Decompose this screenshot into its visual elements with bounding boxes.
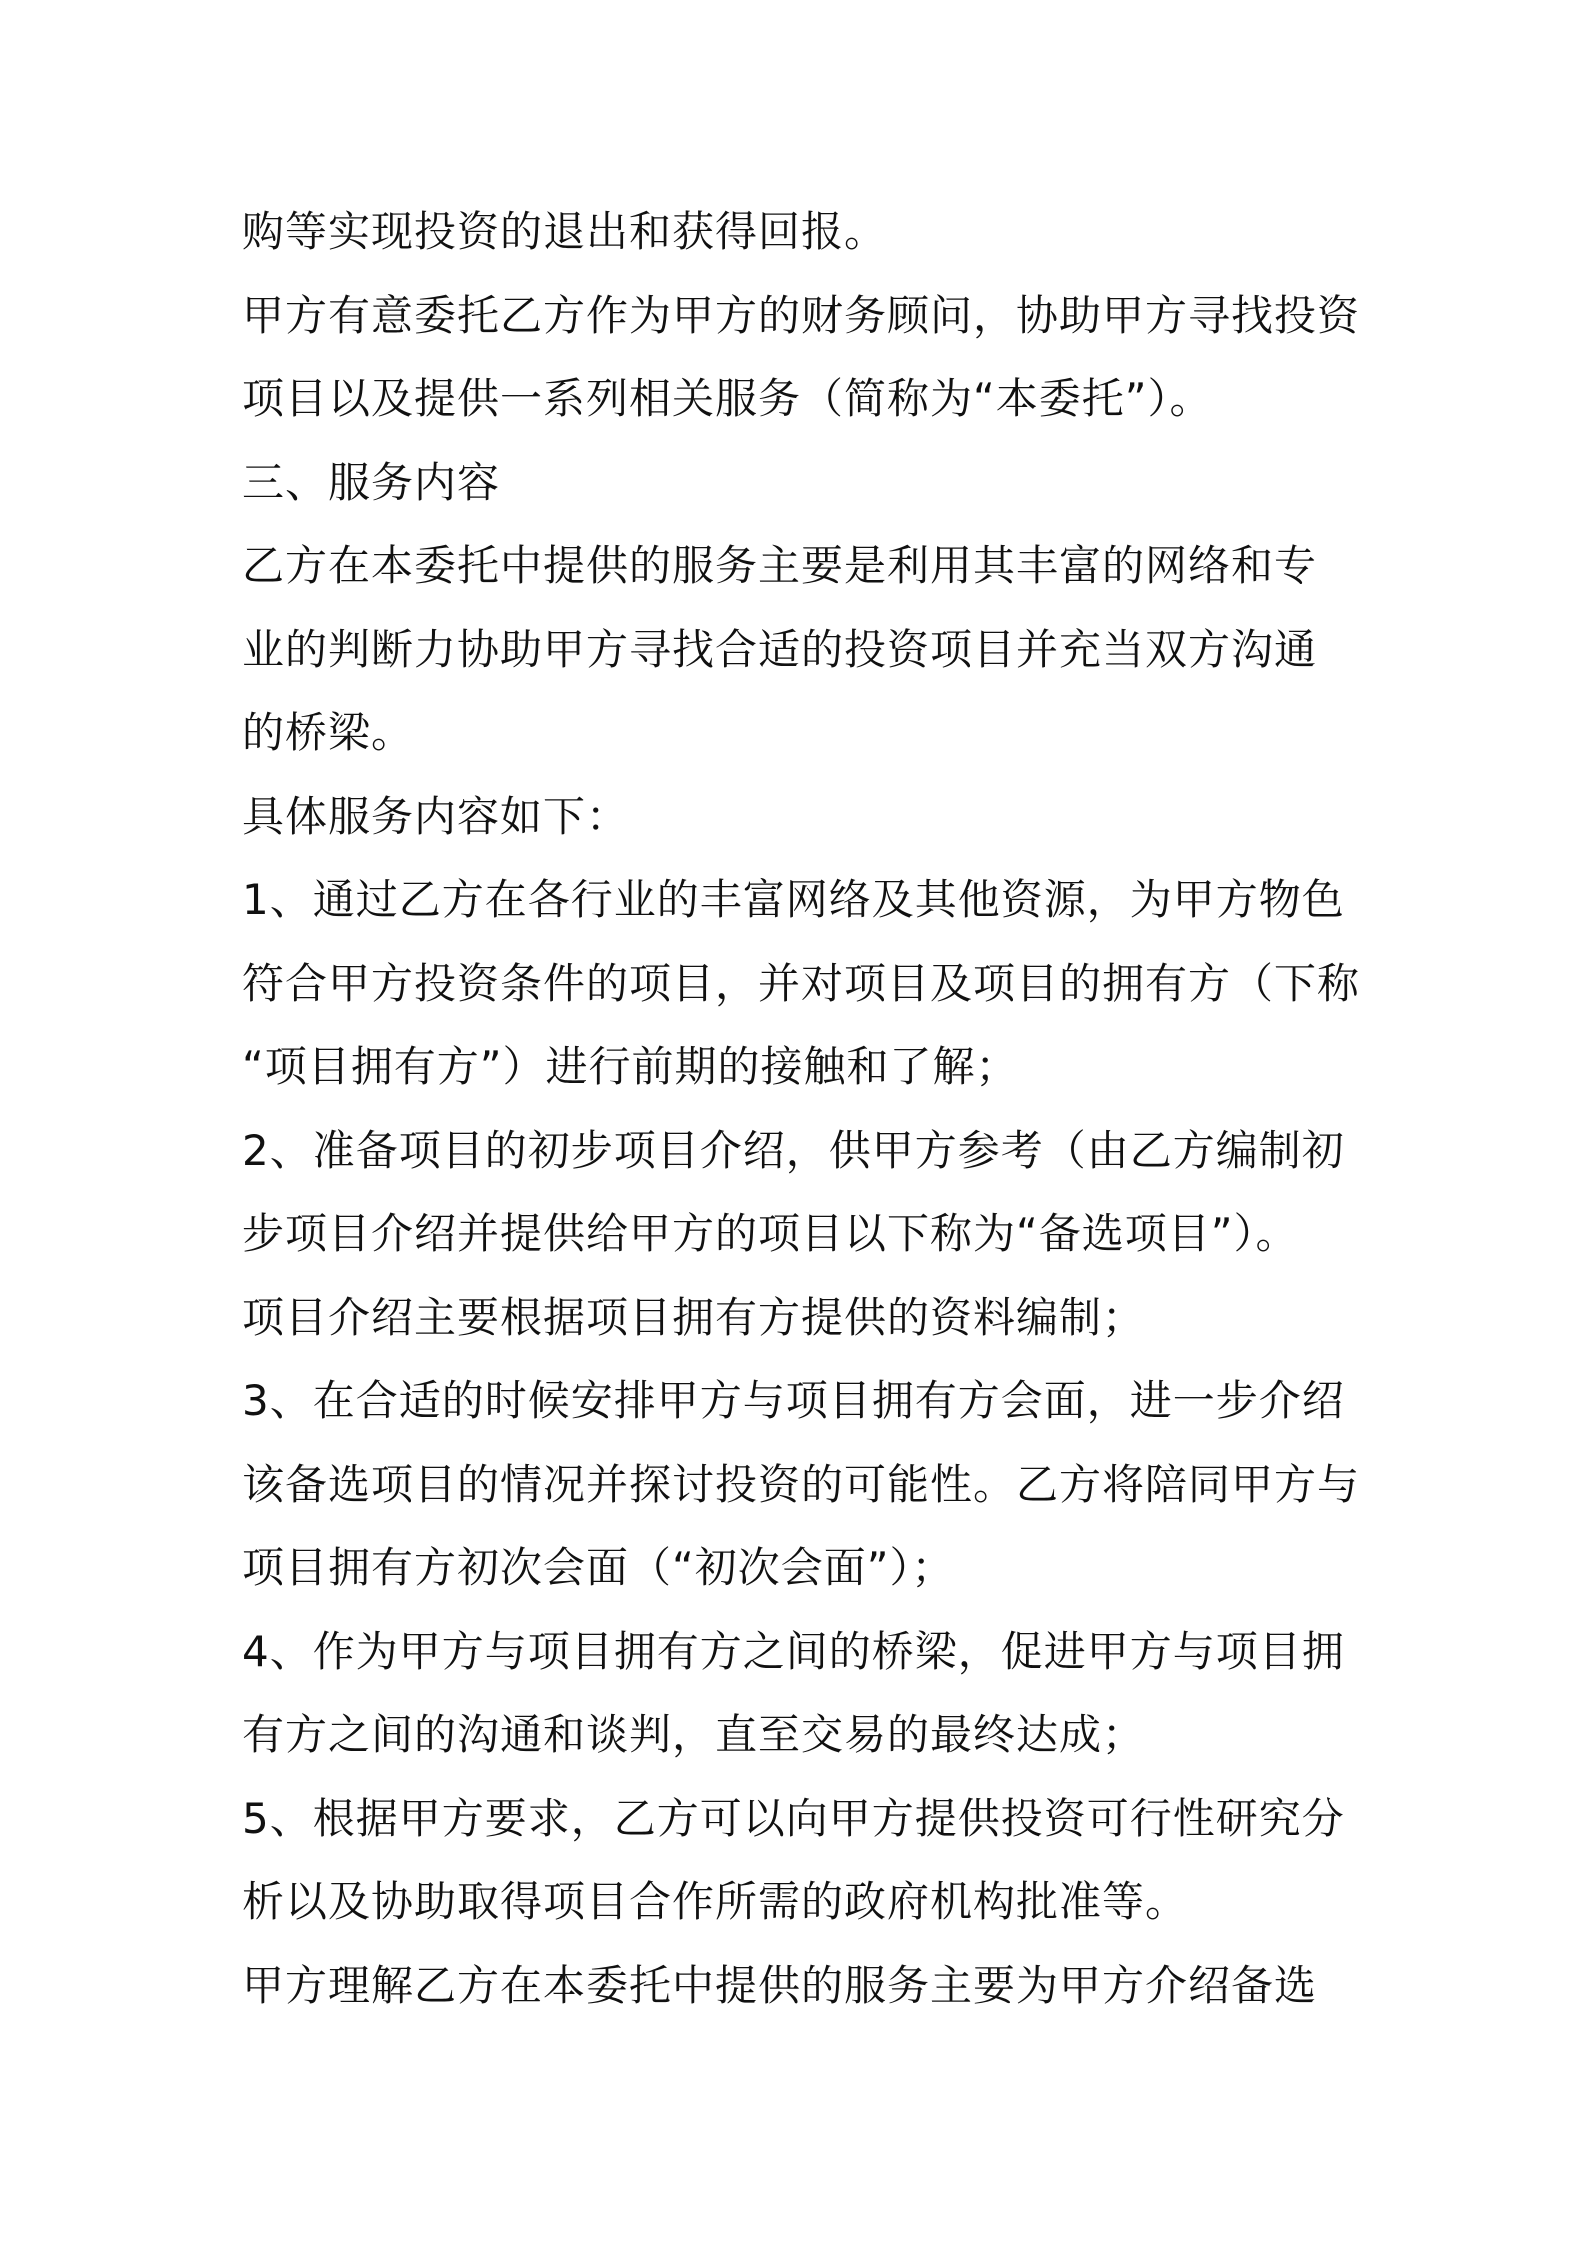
text-line: 乙方在本委托中提供的服务主要是利用其丰富的网络和专 [242,541,1318,590]
text-line: 甲方理解乙方在本委托中提供的服务主要为甲方介绍备选 [242,1960,1318,2010]
list-item: 3、在合适的时候安排甲方与项目拥有方会面，进一步介绍 [242,1376,1345,1425]
text-line: 析以及协助取得项目合作所需的政府机构批准等。 [242,1877,1189,1926]
text-line: 符合甲方投资条件的项目，并对项目及项目的拥有方（下称 [242,958,1361,1008]
text-line: 项目拥有方初次会面（“初次会面”）； [242,1543,955,1592]
text-line: 业的判断力协助甲方寻找合适的投资项目并充当双方沟通 [242,624,1318,674]
section-heading: 三、服务内容 [242,457,501,507]
text-line: 该备选项目的情况并探讨投资的可能性。乙方将陪同甲方与 [242,1459,1361,1509]
list-item: 1、通过乙方在各行业的丰富网络及其他资源，为甲方物色 [242,875,1345,924]
list-item: 2、准备项目的初步项目介绍，供甲方参考（由乙方编制初 [242,1125,1345,1175]
text-line: 项目介绍主要根据项目拥有方提供的资料编制； [242,1292,1146,1342]
text-line: 甲方有意委托乙方作为甲方的财务顾问，协助甲方寻找投资 [242,290,1361,340]
list-item: 4、作为甲方与项目拥有方之间的桥梁，促进甲方与项目拥 [242,1626,1345,1676]
text-line: 具体服务内容如下： [242,791,630,841]
text-line: 项目以及提供一系列相关服务（简称为“本委托”）。 [242,374,1213,423]
text-line: 的桥梁。 [242,708,415,757]
text-line: 步项目介绍并提供给甲方的项目以下称为“备选项目”）。 [242,1209,1299,1258]
text-line: 有方之间的沟通和谈判，直至交易的最终达成； [242,1710,1146,1759]
text-line: 购等实现投资的退出和获得回报。 [242,207,888,256]
document-body [242,190,1361,2027]
list-item: 5、根据甲方要求，乙方可以向甲方提供投资可行性研究分 [242,1793,1345,1843]
text-line: “项目拥有方”）进行前期的接触和了解； [242,1042,1019,1091]
